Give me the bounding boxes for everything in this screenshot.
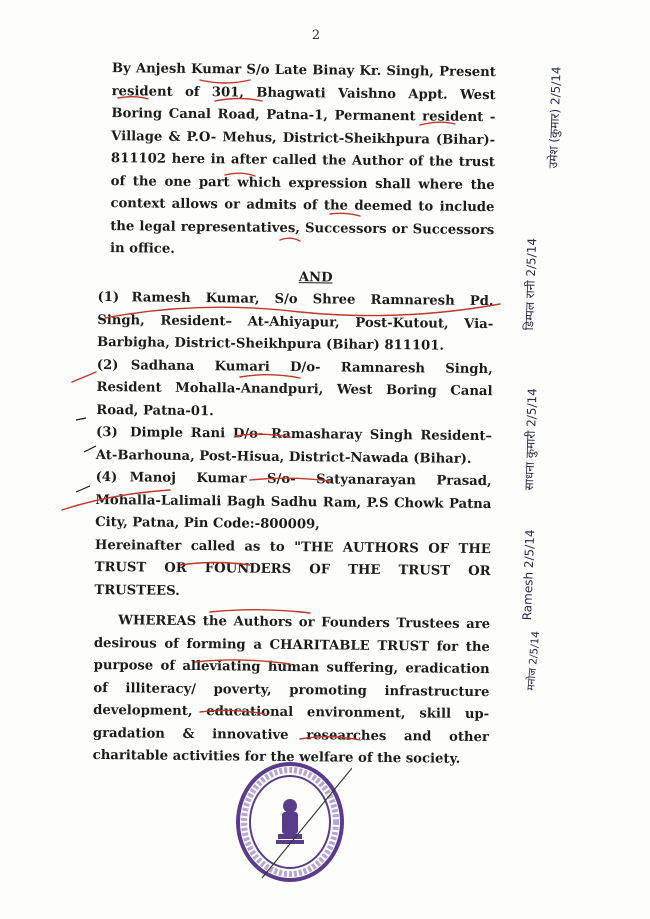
- underline-mark: [105, 304, 500, 318]
- underline-mark: [235, 434, 290, 437]
- party-number: (2): [96, 357, 119, 373]
- and-heading: AND: [298, 269, 333, 285]
- party-text: Manoj Kumar S/o- Satyanarayan Prasad, Mohalla-Lalimali Bagh Sadhu Ram, P.S Chowk Patna City, Patna, Pin Code:-800009,: [95, 470, 492, 533]
- margin-signature-2: डिम्पल रानी 2/5/14: [521, 237, 540, 331]
- underline-mark: [180, 563, 250, 566]
- tick-mark: [76, 418, 86, 420]
- underline-mark: [210, 610, 310, 613]
- whereas-paragraph: WHEREAS the Authors or Founders Trustees are desirous of forming a CHARITABLE TRUST for the purpose of alleviating human suffering, eradication of illiteracy/ poverty, promoting infrastructure development, educational environment, skill up-gradation & innovative researches and other charitable activities for the welfare of the society.: [92, 613, 491, 767]
- underline-mark: [62, 490, 170, 510]
- underline-mark: [225, 173, 255, 176]
- tick-mark: [84, 446, 96, 452]
- emblem-icon: [276, 799, 304, 844]
- underline-mark: [240, 375, 300, 378]
- underline-mark: [195, 660, 290, 664]
- margin-signature-1: उमेश (कुमार) 2/5/14: [545, 66, 564, 169]
- underline-mark: [118, 97, 148, 99]
- margin-signature-5: मनोज 2/5/14: [524, 630, 543, 692]
- tick-mark: [76, 486, 90, 492]
- official-seal-stamp: [232, 758, 352, 890]
- underline-mark: [215, 99, 262, 102]
- party-text: Dimple Rani D/o- Ramasharay Singh Resident– At-Barhouna, Post-Hisua, District-Nawada (Bihar).: [95, 425, 493, 467]
- hereinafter-paragraph: Hereinafter called as to "THE AUTHORS OF THE TRUST OR FOUNDERS OF THE TRUST OR TRUSTEES.: [94, 537, 491, 599]
- party-text: Ramesh Kumar, S/o Shree Ramnaresh Pd. Singh, Resident– At-Ahiyapur, Post-Kutout, Via- Barbigha, District-Sheikhpura (Bihar) 811101.: [96, 290, 494, 354]
- underline-mark: [330, 213, 360, 216]
- page-number: 2: [311, 28, 321, 43]
- underline-mark: [200, 80, 250, 83]
- underline-mark: [300, 737, 360, 740]
- underline-mark: [250, 478, 330, 481]
- party-number: (3): [95, 424, 118, 441]
- underline-mark: [200, 710, 265, 714]
- underline-mark: [420, 122, 455, 125]
- party-text: Sadhana Kumari D/o- Ramnaresh Singh, Resident Mohalla-Anandpuri, West Boring Canal Road, Patna-01.: [96, 357, 493, 419]
- author-paragraph: By Anjesh Kumar S/o Late Binay Kr. Singh, Present resident of 301, Bhagwati Vaishno Appt. West Boring Canal Road, Patna-1, Permanent resident -Village & P.O- Mehus, District-Sheikhpura (Bihar)- 811102 here in after called the Author of the trust of the one part which expression shall where the context allows or admits of the deemed to include the legal representatives, Successors or Successors in office.: [109, 61, 496, 257]
- underline-mark: [72, 372, 96, 382]
- underline-mark: [280, 238, 300, 241]
- margin-signature-4: Ramesh 2/5/14: [520, 529, 538, 621]
- party-number: (1): [97, 289, 120, 306]
- party-number: (4): [95, 469, 118, 486]
- margin-signature-3: साधना कुमारी 2/5/14: [521, 387, 540, 491]
